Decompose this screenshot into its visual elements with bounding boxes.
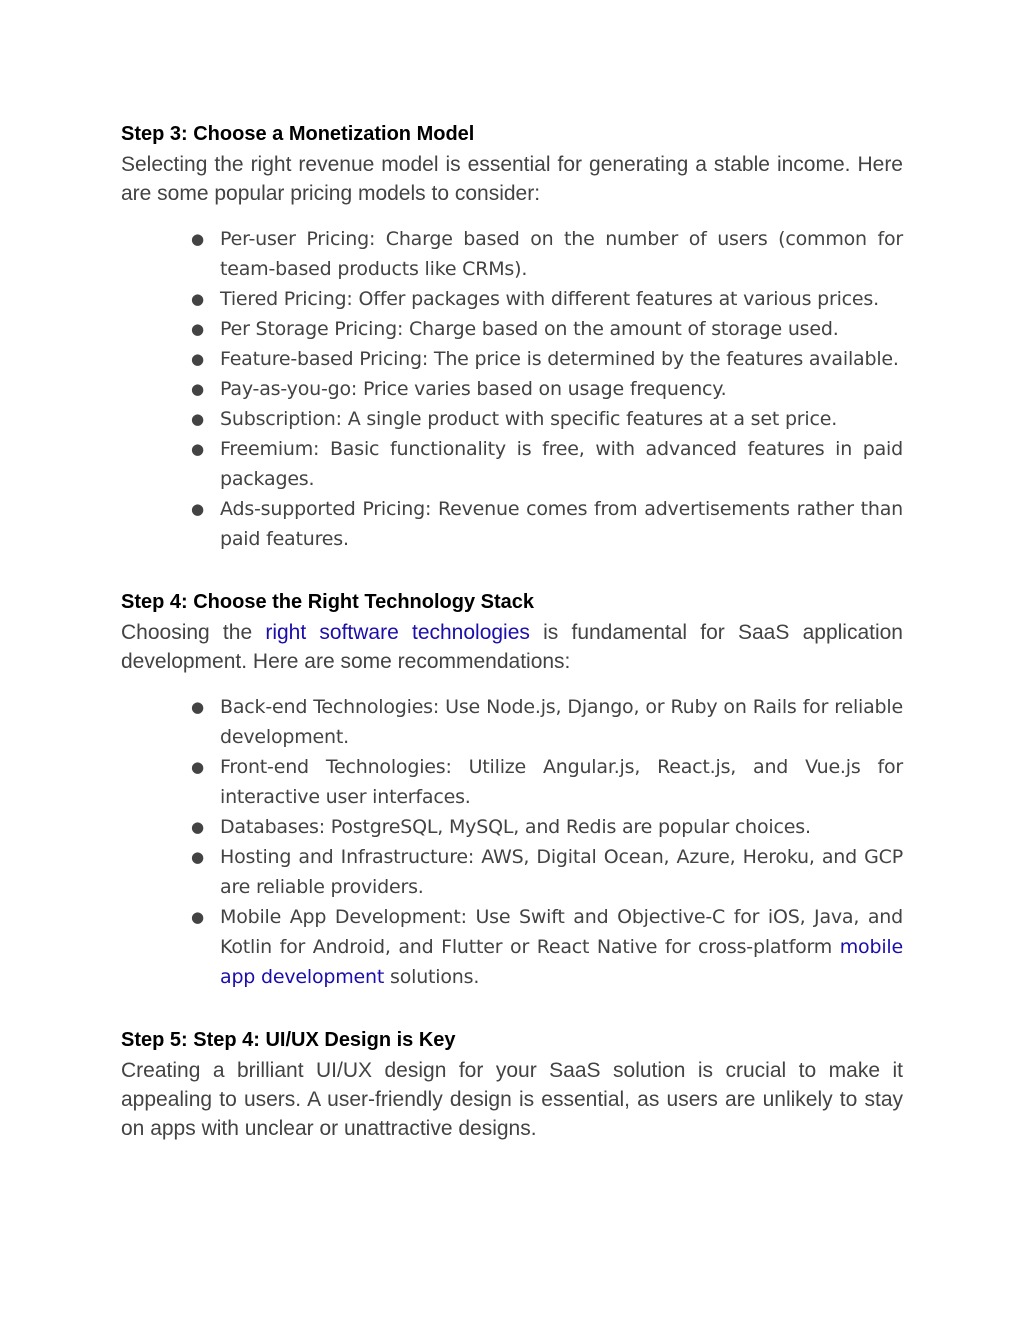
right-software-technologies-link[interactable]: right software technologies <box>265 621 530 644</box>
list-item <box>191 434 903 494</box>
list-item-text: Mobile App Development: Use Swift and Objective-C for iOS, Java, and Kotlin for Android, and Flutter or React Native for cross-platform <box>220 906 903 958</box>
list-item <box>191 314 903 344</box>
list-item <box>191 374 903 404</box>
section-spacer <box>121 554 903 588</box>
list-item-text: Front-end Technologies: Utilize Angular.js, React.js, and Vue.js for interactive user interfaces. <box>220 756 903 808</box>
list-item <box>191 812 903 842</box>
bullet-icon: ● <box>191 320 204 338</box>
bullet-icon: ● <box>191 698 204 716</box>
bullet-icon: ● <box>191 908 204 926</box>
list-item <box>191 752 903 812</box>
bullet-icon: ● <box>191 290 204 308</box>
list-item-text: Back-end Technologies: Use Node.js, Django, or Ruby on Rails for reliable development. <box>220 696 903 748</box>
list-item <box>191 404 903 434</box>
section-intro-monetization: Selecting the right revenue model is essential for generating a stable income. Here are some popular pricing models to consider: <box>121 153 903 205</box>
bullet-icon: ● <box>191 350 204 368</box>
list-item-text: Freemium: Basic functionality is free, with advanced features in paid packages. <box>220 438 903 490</box>
list-item-text: Ads-supported Pricing: Revenue comes from advertisements rather than paid features. <box>220 498 903 550</box>
bullet-icon: ● <box>191 818 204 836</box>
bullet-icon: ● <box>191 410 204 428</box>
bullet-icon: ● <box>191 380 204 398</box>
bullet-icon: ● <box>191 500 204 518</box>
intro-text: Choosing the <box>121 621 266 644</box>
list-item-text: Per Storage Pricing: Charge based on the amount of storage used. <box>220 318 839 340</box>
bullet-icon: ● <box>191 758 204 776</box>
section-heading-ui-ux: Step 5: Step 4: UI/UX Design is Key <box>121 1029 456 1051</box>
list-item-text: Per-user Pricing: Charge based on the number of users (common for team-based products like CRMs). <box>220 228 903 280</box>
tech-stack-list <box>121 692 903 992</box>
bullet-icon: ● <box>191 230 204 248</box>
list-item-text: solutions. <box>384 966 480 988</box>
list-item-text: Feature-based Pricing: The price is determined by the features available. <box>220 348 899 370</box>
list-item <box>191 284 903 314</box>
list-item <box>191 224 903 284</box>
section-heading-monetization: Step 3: Choose a Monetization Model <box>121 123 475 145</box>
list-item <box>191 842 903 902</box>
section-spacer <box>121 992 903 1026</box>
list-item <box>191 344 903 374</box>
section-intro-ui-ux: Creating a brilliant UI/UX design for your SaaS solution is crucial to make it appealing to users. A user-friendly design is essential, as users are unlikely to stay on apps with unclear or unattractive designs. <box>121 1059 903 1140</box>
intro-text: is fundamental for SaaS application development. Here are some recommendations: <box>121 621 903 673</box>
section-heading-tech-stack: Step 4: Choose the Right Technology Stack <box>121 591 535 613</box>
list-item-text: Tiered Pricing: Offer packages with different features at various prices. <box>220 288 879 310</box>
section-intro-tech-stack <box>121 618 903 676</box>
mobile-app-development-link[interactable]: mobile app development <box>220 936 903 988</box>
list-item-text: Databases: PostgreSQL, MySQL, and Redis are popular choices. <box>220 816 811 838</box>
list-item-text: Subscription: A single product with specific features at a set price. <box>220 408 838 430</box>
bullet-icon: ● <box>191 440 204 458</box>
list-item <box>191 494 903 554</box>
list-item-text: Pay-as-you-go: Price varies based on usage frequency. <box>220 378 727 400</box>
list-item <box>191 692 903 752</box>
document-content <box>121 120 903 1143</box>
bullet-icon: ● <box>191 848 204 866</box>
list-item <box>191 902 903 992</box>
pricing-models-list <box>121 224 903 554</box>
list-item-text: Hosting and Infrastructure: AWS, Digital Ocean, Azure, Heroku, and GCP are reliable providers. <box>220 846 903 898</box>
